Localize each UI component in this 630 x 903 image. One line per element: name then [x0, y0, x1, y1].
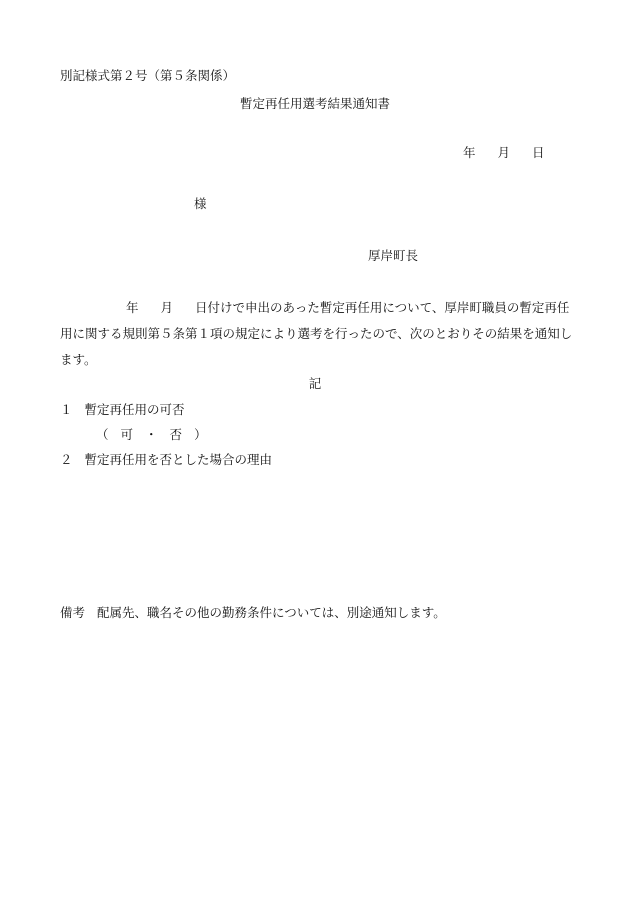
form-id: 別記様式第２号（第５条関係） — [60, 68, 236, 83]
body-month-label: 月 — [160, 300, 174, 315]
ki-heading: 記 — [308, 376, 322, 391]
item-1-text: 暫定再任用の可否 — [84, 402, 185, 417]
item-1 — [60, 402, 185, 418]
remarks-text: 配属先、職名その他の勤務条件については、別途通知します。 — [97, 605, 446, 620]
date-month-label: 月 — [497, 145, 511, 160]
choice-open-paren: （ — [96, 427, 109, 442]
body-year-label: 年 — [126, 300, 139, 315]
date-day-label: 日 — [532, 145, 545, 160]
body-paragraph — [60, 295, 580, 373]
issuer: 厚岸町長 — [368, 248, 419, 263]
document-title: 暫定再任用選考結果通知書 — [239, 96, 390, 111]
choice-yes: 可 — [120, 427, 134, 442]
body-text: 日付けで申出のあった暫定再任用について、厚岸町職員の暫定再任用に関する規則第５条第１項の規定により選考を行ったので、次のとおりその結果を通知します。 — [60, 300, 573, 367]
date-field — [463, 145, 545, 161]
item-2-text: 暫定再任用を否とした場合の理由 — [84, 452, 273, 467]
item-2-number: ２ — [60, 452, 73, 467]
addressee-suffix: 様 — [194, 196, 207, 211]
approval-choice — [96, 427, 207, 443]
choice-no: 否 — [169, 427, 183, 442]
choice-separator: ・ — [145, 427, 158, 442]
date-year-label: 年 — [463, 145, 476, 160]
item-1-number: １ — [60, 402, 73, 417]
item-2 — [60, 452, 272, 468]
remarks-label: 備考 — [60, 605, 86, 620]
choice-close-paren: ） — [194, 427, 207, 442]
remarks — [60, 605, 446, 621]
